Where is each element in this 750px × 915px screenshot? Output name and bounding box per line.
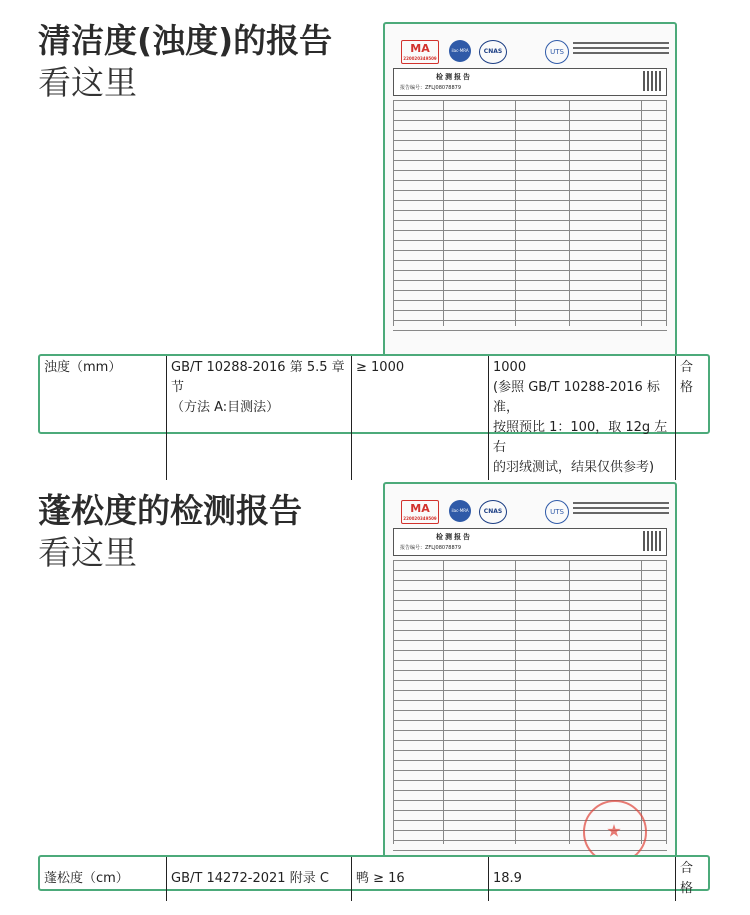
method-line: （方法 A:目测法） bbox=[171, 400, 280, 415]
qr-code-icon bbox=[643, 531, 663, 551]
verdict-cell: 合格 bbox=[680, 861, 694, 896]
cma-logo: MA 220020349509 bbox=[401, 40, 439, 64]
report-logos bbox=[393, 490, 667, 524]
report-title-row bbox=[393, 68, 667, 96]
zoomed-result-row bbox=[38, 855, 710, 896]
report-table-columns bbox=[393, 100, 667, 326]
report-title: 检测报告 bbox=[436, 73, 472, 81]
verdict-cell: 合格 bbox=[680, 360, 694, 395]
method-line: GB/T 10288-2016 第 5.5 章节 bbox=[171, 360, 345, 395]
test-item-cell: 浊度（mm） bbox=[40, 356, 167, 480]
qr-code-icon bbox=[643, 71, 663, 91]
test-method-cell bbox=[167, 356, 352, 480]
requirement-cell: ≥ 1000 bbox=[352, 356, 489, 480]
uts-logo: UTS bbox=[545, 40, 569, 64]
report-number: 报告编号：ZFLJ08078879 bbox=[400, 545, 462, 551]
test-method-cell: GB/T 14272-2021 附录 C bbox=[167, 857, 352, 901]
result-line: 的羽绒测试，结果仅供参考) bbox=[493, 460, 655, 475]
requirement-cell: 鸭 ≥ 16 bbox=[352, 857, 489, 901]
institute-name-lines bbox=[573, 502, 669, 517]
cnas-logo: CNAS bbox=[479, 500, 507, 524]
result-cell bbox=[489, 356, 676, 480]
report-document-image bbox=[383, 482, 677, 876]
table-row bbox=[40, 356, 708, 480]
section-heading bbox=[38, 20, 332, 104]
section-heading bbox=[38, 490, 302, 574]
zoomed-result-row bbox=[38, 354, 710, 475]
report-title: 检测报告 bbox=[436, 533, 472, 541]
institute-name-lines bbox=[573, 42, 669, 57]
uts-logo: UTS bbox=[545, 500, 569, 524]
report-number: 报告编号：ZFLJ08078879 bbox=[400, 85, 462, 91]
report-title-row bbox=[393, 528, 667, 556]
report-logos bbox=[393, 30, 667, 64]
ilac-logo: ilac-MRA bbox=[449, 500, 471, 522]
table-row bbox=[40, 857, 708, 901]
heading-subtitle: 看这里 bbox=[38, 63, 137, 102]
result-cell: 18.9 bbox=[489, 857, 676, 901]
cnas-logo: CNAS bbox=[479, 40, 507, 64]
report-document-image bbox=[383, 22, 677, 358]
ilac-logo: ilac-MRA bbox=[449, 40, 471, 62]
heading-subtitle: 看这里 bbox=[38, 533, 137, 572]
result-line: 1000 bbox=[493, 360, 527, 375]
result-line: 按照预比 1：100，取 12g 左右 bbox=[493, 420, 668, 455]
heading-title: 清洁度(浊度)的报告 bbox=[38, 21, 333, 60]
result-line: (参照 GB/T 10288-2016 标准， bbox=[493, 380, 660, 415]
cma-logo: MA 220020349509 bbox=[401, 500, 439, 524]
section-loft bbox=[0, 470, 750, 915]
test-item-cell: 蓬松度（cm） bbox=[40, 857, 167, 901]
heading-title: 蓬松度的检测报告 bbox=[38, 491, 302, 530]
